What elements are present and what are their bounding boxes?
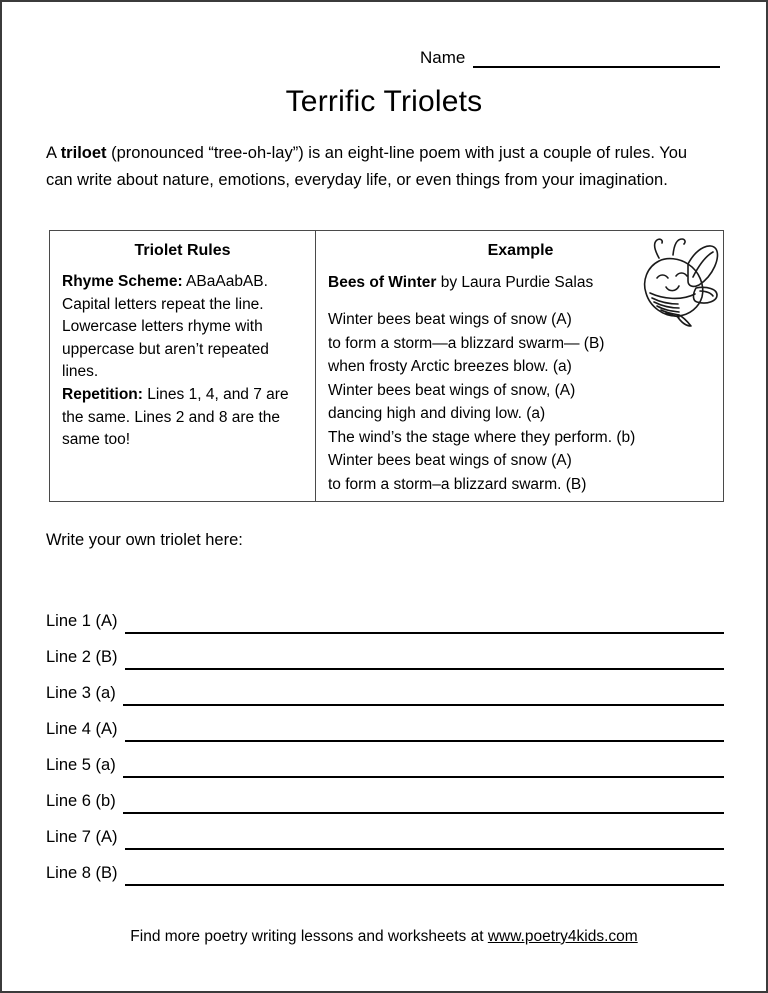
answer-input-blank[interactable] <box>123 689 724 706</box>
bee-icon <box>633 231 721 331</box>
poem-byline: by Laura Purdie Salas <box>436 274 594 291</box>
answer-row <box>46 670 724 706</box>
answer-label: Line 2 (B) <box>46 648 118 666</box>
poem-line: The wind’s the stage where they perform. (b) <box>328 428 636 446</box>
poem-line: Winter bees beat wings of snow, (A) <box>328 381 576 399</box>
poem-line: Winter bees beat wings of snow (A) <box>328 452 572 469</box>
answer-label: Line 1 (A) <box>46 612 118 630</box>
answer-input-blank[interactable] <box>125 833 724 850</box>
answer-row <box>46 814 724 850</box>
answer-label: Line 5 (a) <box>46 756 116 774</box>
answer-input-blank[interactable] <box>125 617 724 634</box>
poem-line: to form a storm—a blizzard swarm— (B) <box>328 334 605 352</box>
poem-lines <box>328 308 713 496</box>
info-table <box>49 230 724 502</box>
footer <box>2 926 766 948</box>
answer-label: Line 8 (B) <box>46 864 118 882</box>
example-column <box>316 231 723 501</box>
name-label: Name <box>420 48 466 67</box>
rules-heading: Triolet Rules <box>134 242 231 259</box>
name-input-blank[interactable] <box>473 50 720 68</box>
poem-title: Bees of Winter <box>328 274 437 291</box>
rule-label: Rhyme Scheme: <box>62 273 183 290</box>
answer-row <box>46 778 724 814</box>
rule-label: Repetition: <box>62 385 143 403</box>
page-title: Terrific Triolets <box>285 85 483 118</box>
poem-line: to form a storm–a blizzard swarm. (B) <box>328 475 587 493</box>
answer-label: Line 3 (a) <box>46 684 116 702</box>
answer-label: Line 4 (A) <box>46 720 118 738</box>
answer-input-blank[interactable] <box>125 653 724 670</box>
poem-line: dancing high and diving low. (a) <box>328 405 546 422</box>
poem-line: Winter bees beat wings of snow (A) <box>328 311 572 328</box>
answer-input-blank[interactable] <box>123 761 724 778</box>
answer-lines <box>46 598 724 886</box>
poem-line: when frosty Arctic breezes blow. (a) <box>328 358 572 375</box>
answer-row <box>46 706 724 742</box>
footer-url-link[interactable]: www.poetry4kids.com <box>487 928 638 945</box>
writing-prompt: Write your own triolet here: <box>46 531 243 549</box>
rules-column <box>50 231 316 501</box>
example-heading: Example <box>487 242 554 259</box>
rule-text: Lines 1, 4, and 7 are the same. Lines 2 and 8 are the same too! <box>62 385 289 449</box>
rules-body <box>62 271 303 452</box>
answer-label: Line 7 (A) <box>46 828 118 846</box>
answer-input-blank[interactable] <box>125 869 724 886</box>
answer-row <box>46 598 724 634</box>
intro-prefix: A <box>46 144 61 162</box>
answer-row <box>46 634 724 670</box>
answer-row <box>46 850 724 886</box>
name-field-row <box>420 48 720 68</box>
rule-item <box>62 386 289 448</box>
rule-item <box>62 273 269 380</box>
answer-input-blank[interactable] <box>125 725 724 742</box>
intro-paragraph <box>46 140 694 194</box>
worksheet-sheet <box>2 2 766 991</box>
answer-row <box>46 742 724 778</box>
rule-text: ABaAabAB. Capital letters repeat the line. Lowercase letters rhyme with uppercase but aren’t repeated lines. <box>62 273 269 381</box>
footer-text: Find more poetry writing lessons and worksheets at <box>130 928 488 945</box>
intro-bold-term: triloet <box>60 144 107 162</box>
answer-input-blank[interactable] <box>123 797 724 814</box>
answer-label: Line 6 (b) <box>46 792 116 810</box>
intro-rest: (pronounced “tree-oh-lay”) is an eight-line poem with just a couple of rules. You can write about nature, emotions, everyday life, or even things from your imagination. <box>46 144 688 189</box>
